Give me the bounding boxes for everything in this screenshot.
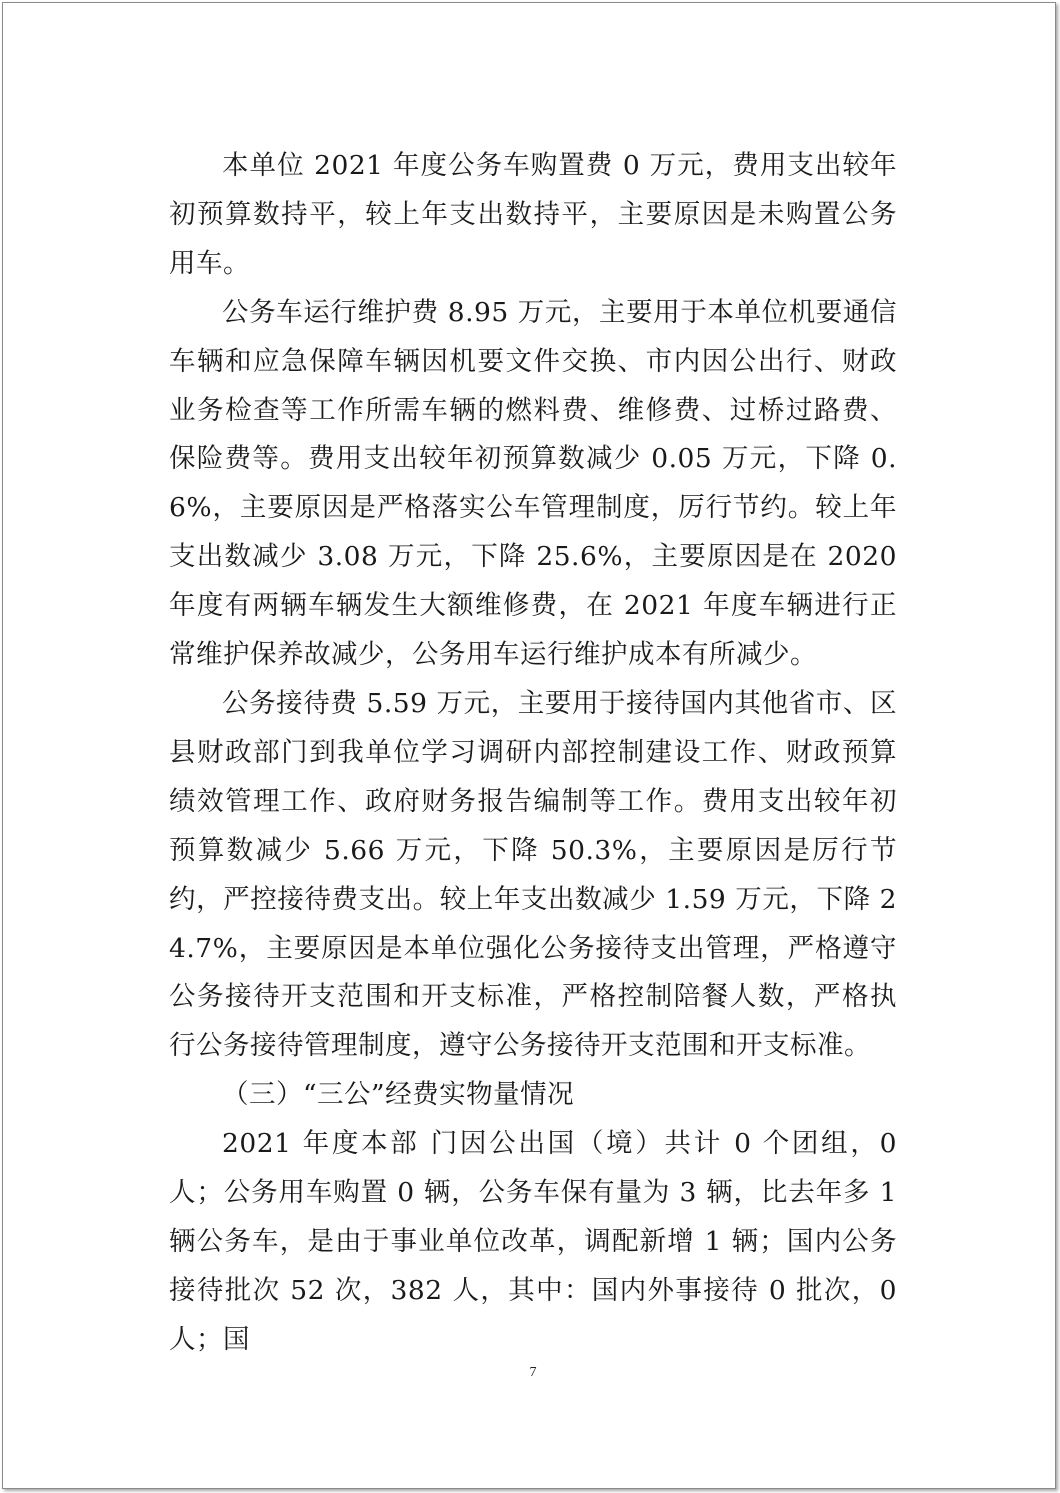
paragraph-physical-quantity: 2021 年度本部 门因公出国（境）共计 0 个团组，0 人；公务用车购置 0 辆，公务车保有量为 3 辆，比去年多 1 辆公务车，是由于事业单位改革，调配新增 1 辆；国内公务接待批次 52 次，382 人，其中：国内外事接待 0 批次，0 人；国 [169, 1128, 897, 1355]
paragraph-reception-expense: 公务接待费 5.59 万元，主要用于接待国内其他省市、区县财政部门到我单位学习调研内部控制建设工作、财政预算绩效管理工作、政府财务报告编制等工作。费用支出较年初预算数减少 5.66 万元，下降 50.3%，主要原因是厉行节约，严控接待费支出。较上年支出数减少 1.59 万元，下降 24.7%，主要原因是本单位强化公务接待支出管理，严格遵守公务接待开支范围和开支标准，严格控制陪餐人数，严格执行公务接待管理制度，遵守公务接待开支范围和开支标准。 [169, 687, 897, 1062]
paragraph-vehicle-maintenance: 公务车运行维护费 8.95 万元，主要用于本单位机要通信车辆和应急保障车辆因机要文件交换、市内因公出行、财政业务检查等工作所需车辆的燃料费、维修费、过桥过路费、保险费等。费用支出较年初预算数减少 0.05 万元，下降 0.6%，主要原因是严格落实公车管理制度，厉行节约。较上年支出数减少 3.08 万元，下降 25.6%，主要原因是在 2020 年度有两辆车辆发生大额维修费，在 2021 年度车辆进行正常维护保养故减少，公务用车运行维护成本有所减少。 [169, 296, 897, 671]
paragraph-vehicle-purchase: 本单位 2021 年度公务车购置费 0 万元，费用支出较年初预算数持平，较上年支出数持平，主要原因是未购置公务用车。 [169, 150, 897, 279]
page-number: 7 [529, 1365, 537, 1380]
page-body [169, 142, 897, 1365]
section-heading: （三）“三公”经费实物量情况 [222, 1079, 575, 1111]
document-page [2, 2, 1056, 1489]
